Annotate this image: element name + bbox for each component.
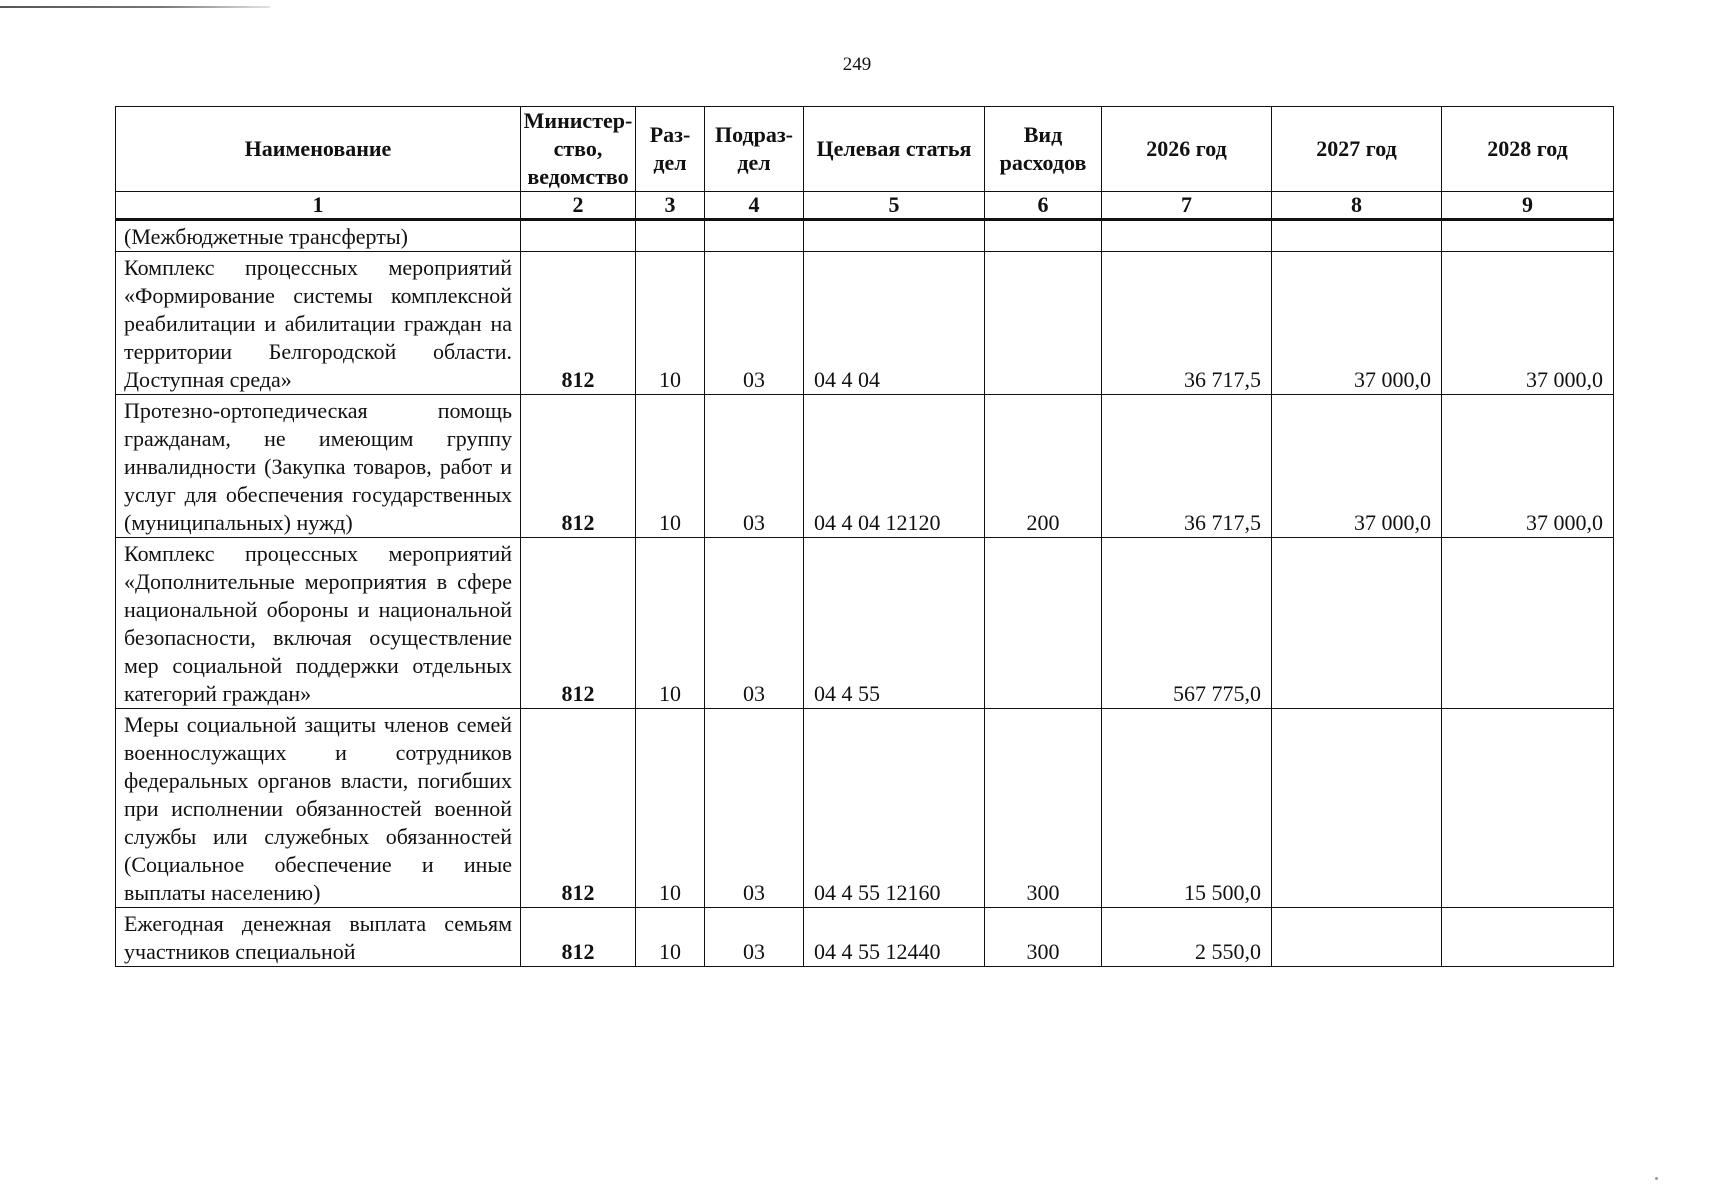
- row-ministry: 812: [521, 538, 636, 709]
- column-number: 9: [1442, 192, 1614, 220]
- row-name: Протезно-ортопедическая помощь гражданам, не имеющим группу инвалидности (Закупка товаров, работ и услуг для обеспечения государственных (муниципальных) нужд): [116, 395, 521, 538]
- column-number: 8: [1272, 192, 1442, 220]
- header-section: Раз-дел: [636, 107, 705, 192]
- scan-edge-line: [0, 6, 270, 8]
- row-section: 10: [636, 709, 705, 908]
- row-ministry: [521, 220, 636, 252]
- row-expense-type: [985, 252, 1102, 395]
- row-subsection: 03: [705, 395, 804, 538]
- row-subsection: 03: [705, 908, 804, 967]
- header-2028: 2028 год: [1442, 107, 1614, 192]
- row-2026: 36 717,5: [1102, 395, 1272, 538]
- row-2026: 2 550,0: [1102, 908, 1272, 967]
- scan-speck: [1655, 1177, 1658, 1180]
- column-number: 6: [985, 192, 1102, 220]
- row-ministry: 812: [521, 908, 636, 967]
- row-2028: 37 000,0: [1442, 395, 1614, 538]
- column-number: 3: [636, 192, 705, 220]
- row-2026: 36 717,5: [1102, 252, 1272, 395]
- row-2028: [1442, 908, 1614, 967]
- column-number-row: [116, 192, 1614, 220]
- table-row: [116, 538, 1614, 709]
- row-2028: 37 000,0: [1442, 252, 1614, 395]
- column-number: 4: [705, 192, 804, 220]
- row-2026: [1102, 220, 1272, 252]
- row-target: 04 4 04: [804, 252, 985, 395]
- column-number: 1: [116, 192, 521, 220]
- row-target: 04 4 55: [804, 538, 985, 709]
- row-target: 04 4 55 12160: [804, 709, 985, 908]
- row-2028: [1442, 709, 1614, 908]
- row-expense-type: [985, 538, 1102, 709]
- row-2027: [1272, 709, 1442, 908]
- header-row: [116, 107, 1614, 192]
- row-ministry: 812: [521, 709, 636, 908]
- header-2026: 2026 год: [1102, 107, 1272, 192]
- budget-table: [115, 106, 1614, 967]
- row-name: (Межбюджетные трансферты): [116, 220, 521, 252]
- row-name: Меры социальной защиты членов семей военнослужащих и сотрудников федеральных органов власти, погибших при исполнении обязанностей военной службы или служебных обязанностей (Социальное обеспечение и иные выплаты населению): [116, 709, 521, 908]
- row-section: 10: [636, 252, 705, 395]
- header-expense-type: Вид расходов: [985, 107, 1102, 192]
- row-2027: [1272, 908, 1442, 967]
- row-expense-type: 200: [985, 395, 1102, 538]
- row-2027: [1272, 538, 1442, 709]
- table-row: [116, 252, 1614, 395]
- table-row: [116, 709, 1614, 908]
- page-number: 249: [842, 54, 872, 75]
- row-name: Комплекс процессных мероприятий «Дополнительные мероприятия в сфере национальной обороны и национальной безопасности, включая осуществление мер социальной поддержки отдельных категорий граждан»: [116, 538, 521, 709]
- row-2027: 37 000,0: [1272, 252, 1442, 395]
- header-subsection: Подраз-дел: [705, 107, 804, 192]
- row-2026: 567 775,0: [1102, 538, 1272, 709]
- column-number: 2: [521, 192, 636, 220]
- row-name: Ежегодная денежная выплата семьям участников специальной: [116, 908, 521, 967]
- row-target: 04 4 55 12440: [804, 908, 985, 967]
- column-number: 5: [804, 192, 985, 220]
- row-ministry: 812: [521, 395, 636, 538]
- row-subsection: [705, 220, 804, 252]
- row-section: 10: [636, 908, 705, 967]
- row-target: [804, 220, 985, 252]
- row-subsection: 03: [705, 709, 804, 908]
- column-number: 7: [1102, 192, 1272, 220]
- table-row: [116, 395, 1614, 538]
- row-2028: [1442, 538, 1614, 709]
- header-ministry: Министер-ство, ведомство: [521, 107, 636, 192]
- row-ministry: 812: [521, 252, 636, 395]
- row-2026: 15 500,0: [1102, 709, 1272, 908]
- table-row: [116, 220, 1614, 252]
- header-target: Целевая статья: [804, 107, 985, 192]
- row-expense-type: 300: [985, 908, 1102, 967]
- header-name: Наименование: [116, 107, 521, 192]
- row-2027: 37 000,0: [1272, 395, 1442, 538]
- row-subsection: 03: [705, 252, 804, 395]
- row-expense-type: 300: [985, 709, 1102, 908]
- row-section: [636, 220, 705, 252]
- row-expense-type: [985, 220, 1102, 252]
- table-row: [116, 908, 1614, 967]
- row-section: 10: [636, 538, 705, 709]
- row-name: Комплекс процессных мероприятий «Формирование системы комплексной реабилитации и абилитации граждан на территории Белгородской области. Доступная среда»: [116, 252, 521, 395]
- row-section: 10: [636, 395, 705, 538]
- row-2027: [1272, 220, 1442, 252]
- header-2027: 2027 год: [1272, 107, 1442, 192]
- row-subsection: 03: [705, 538, 804, 709]
- row-2028: [1442, 220, 1614, 252]
- row-target: 04 4 04 12120: [804, 395, 985, 538]
